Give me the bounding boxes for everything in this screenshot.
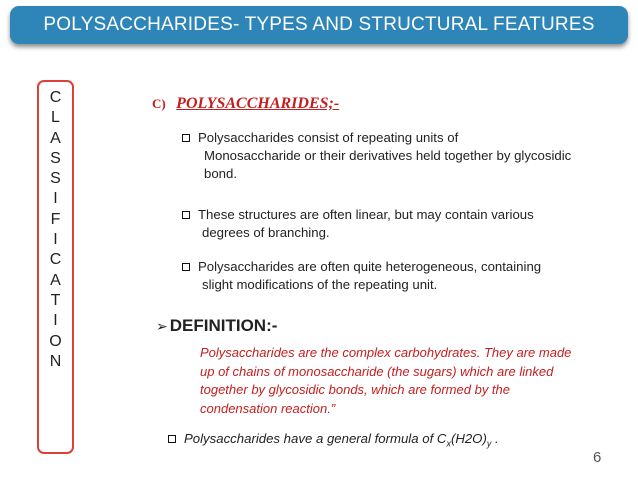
checkbox-bullet-icon (182, 134, 190, 142)
bullet-text-continued: slight modifications of the repeating unit. (202, 277, 438, 292)
definition-text: Polysaccharides are the complex carbohydrates. They are made up of chains of monosaccharide (the sugars) which are linked together by glycosidic bonds, which are formed by the condensation reaction.” (200, 345, 572, 416)
vertical-letter: A (50, 129, 61, 147)
bullet-item (182, 258, 602, 294)
formula-suffix: . (491, 431, 499, 446)
section-heading (152, 95, 339, 113)
vertical-letter: I (53, 190, 58, 208)
title-bar (10, 6, 628, 44)
formula-prefix: Polysaccharides have a general formula of C (184, 431, 447, 446)
section-title: POLYSACCHARIDES;- (176, 95, 340, 112)
section-letter: C) (152, 96, 166, 111)
vertical-letter: S (50, 149, 61, 167)
checkbox-bullet-icon (168, 435, 176, 443)
formula-subscript-x: x (446, 438, 451, 449)
vertical-letter: A (50, 271, 61, 289)
definition-heading-text: DEFINITION:- (169, 316, 278, 335)
vertical-letter: T (50, 291, 61, 309)
formula-mid: (H2O) (450, 431, 487, 446)
bullet-text-continued: Monosaccharide or their derivatives held together by glycosidic bond. (204, 148, 572, 181)
bullet-text: Polysaccharides consist of repeating units of (198, 130, 459, 145)
bullet-item (182, 129, 582, 183)
bullet-text: Polysaccharides are often quite heterogeneous, containing (198, 259, 542, 274)
formula-subscript-y: y (486, 438, 492, 449)
vertical-letter: C (49, 251, 62, 269)
vertical-letter: O (49, 332, 62, 350)
arrow-bullet-icon: ➢ (156, 318, 168, 334)
page-number: 6 (593, 449, 602, 466)
vertical-letter: I (53, 231, 58, 249)
checkbox-bullet-icon (182, 211, 190, 219)
vertical-letter: S (50, 170, 61, 188)
formula-line (168, 431, 499, 449)
bullet-text-continued: degrees of branching. (202, 225, 330, 240)
vertical-letter: I (53, 312, 58, 330)
vertical-letter: L (51, 109, 60, 127)
bullet-text: These structures are often linear, but may contain various (198, 207, 534, 222)
definition-heading (156, 316, 277, 336)
vertical-letter: C (49, 89, 62, 106)
checkbox-bullet-icon (182, 263, 190, 271)
vertical-letter: N (49, 352, 62, 370)
bullet-item (182, 206, 602, 242)
vertical-letter: F (50, 210, 61, 228)
classification-vertical-label (37, 88, 74, 372)
slide-title: POLYSACCHARIDES- TYPES AND STRUCTURAL FEATURES (43, 14, 595, 35)
